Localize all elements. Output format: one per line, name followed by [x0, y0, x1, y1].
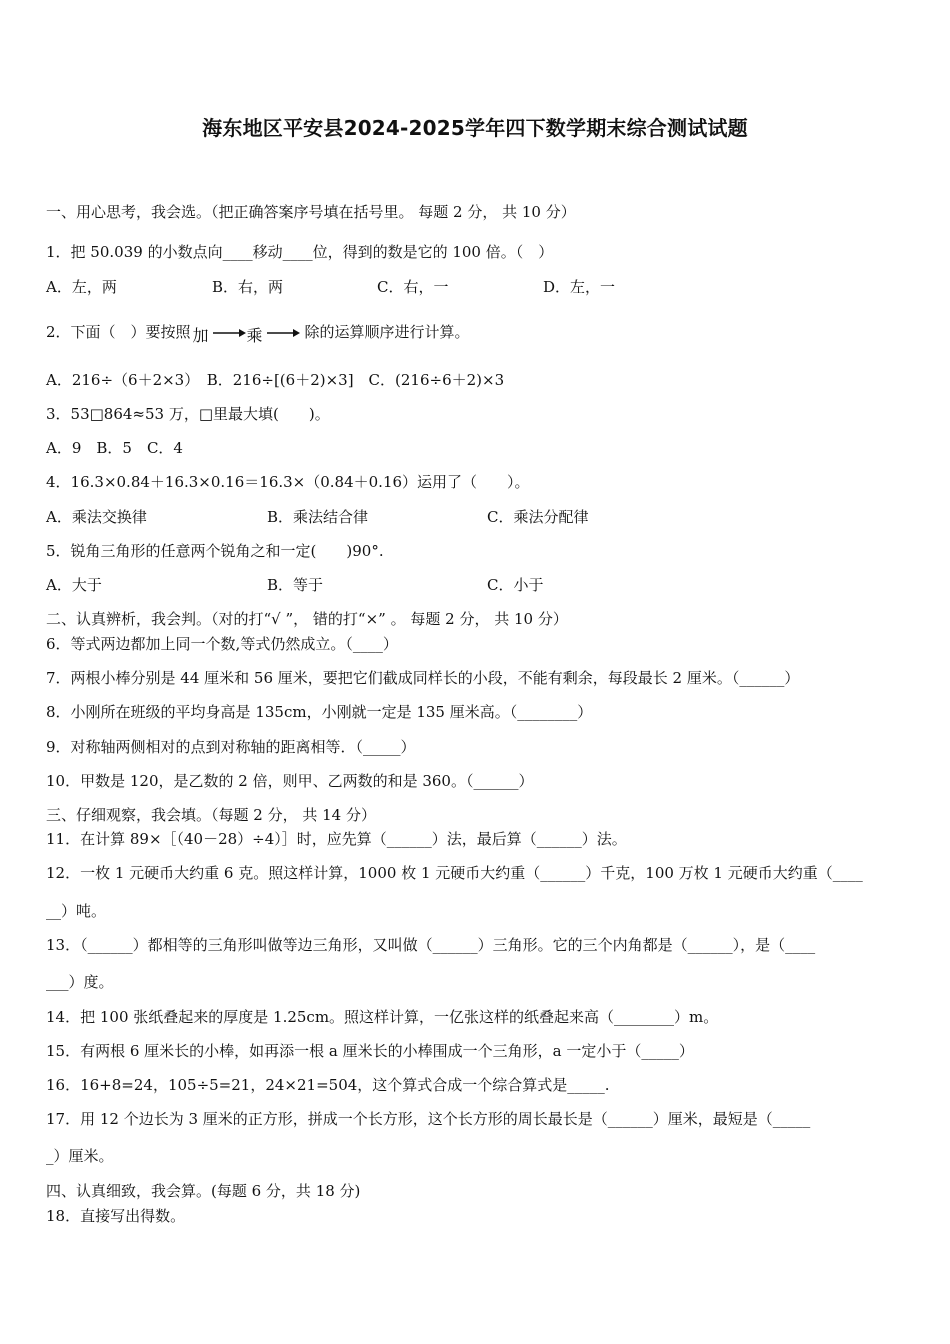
question-2	[46, 318, 470, 346]
option-b: B．右，两	[212, 278, 284, 296]
question-16: 16．16+8=24，105÷5=21，24×21=504，这个算式合成一个综合算式是_____.	[46, 1076, 610, 1094]
question-6: 6．等式两边都加上同一个数,等式仍然成立。（____）	[46, 635, 398, 653]
question-3-options: A．9 B．5 C．4	[46, 439, 183, 457]
option-c: C．小于	[487, 576, 544, 594]
operation-flow-diagram	[193, 320, 303, 346]
question-8: 8．小刚所在班级的平均身高是 135cm，小刚就一定是 135 厘米高。（________）	[46, 703, 593, 721]
option-c: C．乘法分配律	[487, 508, 589, 526]
question-13-line-1: 13．（______）都相等的三角形叫做等边三角形，又叫做（______）三角形。它的三个内角都是（______），是（____	[46, 936, 816, 954]
question-7: 7．两根小棒分别是 44 厘米和 56 厘米，要把它们截成同样长的小段，不能有剩余，每段最长 2 厘米。（______）	[46, 669, 800, 687]
question-2-suffix: 除的运算顺序进行计算。	[304, 323, 470, 341]
option-d: D．左，一	[543, 278, 616, 296]
question-14: 14．把 100 张纸叠起来的厚度是 1.25cm。照这样计算，一亿张这样的纸叠起来高（________）m。	[46, 1008, 719, 1026]
question-18: 18．直接写出得数。	[46, 1207, 186, 1225]
option-a: A．左，两	[46, 278, 117, 296]
question-13-line-2: ___）度。	[46, 973, 114, 991]
question-11: 11．在计算 89×［（40－28）÷4）］时，应先算（______）法，最后算（______）法。	[46, 830, 627, 848]
question-15: 15．有两根 6 厘米长的小棒，如再添一根 a 厘米长的小棒围成一个三角形，a 一定小于（_____）	[46, 1042, 694, 1060]
question-12-line-1: 12．一枚 1 元硬币大约重 6 克。照这样计算，1000 枚 1 元硬币大约重（______）千克，100 万枚 1 元硬币大约重（____	[46, 864, 863, 882]
section1-header: 一、用心思考，我会选。（把正确答案序号填在括号里。 每题 2 分， 共 10 分）	[46, 203, 576, 221]
section3-header: 三、仔细观察，我会填。（每题 2 分， 共 14 分）	[46, 806, 376, 824]
question-10: 10．甲数是 120，是乙数的 2 倍，则甲、乙两数的和是 360。（______）	[46, 772, 534, 790]
section2-header: 二、认真辨析，我会判。（对的打“√ ”， 错的打“×” 。 每题 2 分， 共 10 分）	[46, 610, 568, 628]
option-a: A．大于	[46, 576, 102, 594]
option-b: B．乘法结合律	[267, 508, 369, 526]
option-a: A．乘法交换律	[46, 508, 147, 526]
question-5: 5．锐角三角形的任意两个锐角之和一定( )90°.	[46, 542, 384, 560]
question-1: 1．把 50.039 的小数点向____移动____位，得到的数是它的 100 倍。（ ）	[46, 243, 554, 261]
question-17-line-1: 17．用 12 个边长为 3 厘米的正方形，拼成一个长方形，这个长方形的周长最长是（______）厘米，最短是（_____	[46, 1110, 811, 1128]
question-2-prefix: 2．下面（ ）要按照	[46, 323, 191, 341]
option-b: B．等于	[267, 576, 324, 594]
question-4: 4．16.3×0.84＋16.3×0.16＝16.3×（0.84＋0.16）运用了（ ）。	[46, 473, 530, 491]
flow-word-multiply: 乘	[246, 326, 263, 345]
question-12-line-2: __）吨。	[46, 902, 107, 920]
option-c: C．右，一	[377, 278, 449, 296]
page-title: 海东地区平安县2024-2025学年四下数学期末综合测试试题	[202, 116, 748, 140]
section4-header: 四、认真细致，我会算。(每题 6 分，共 18 分)	[46, 1182, 361, 1200]
question-17-line-2: _）厘米。	[46, 1147, 114, 1165]
flow-word-add: 加	[192, 326, 209, 345]
question-3: 3．53□864≈53 万，□里最大填( )。	[46, 405, 330, 423]
question-9: 9．对称轴两侧相对的点到对称轴的距离相等．（_____）	[46, 738, 416, 756]
question-2-options: A．216÷（6＋2×3） B．216÷[(6＋2)×3] C．(216÷6＋2)×3	[46, 371, 505, 389]
